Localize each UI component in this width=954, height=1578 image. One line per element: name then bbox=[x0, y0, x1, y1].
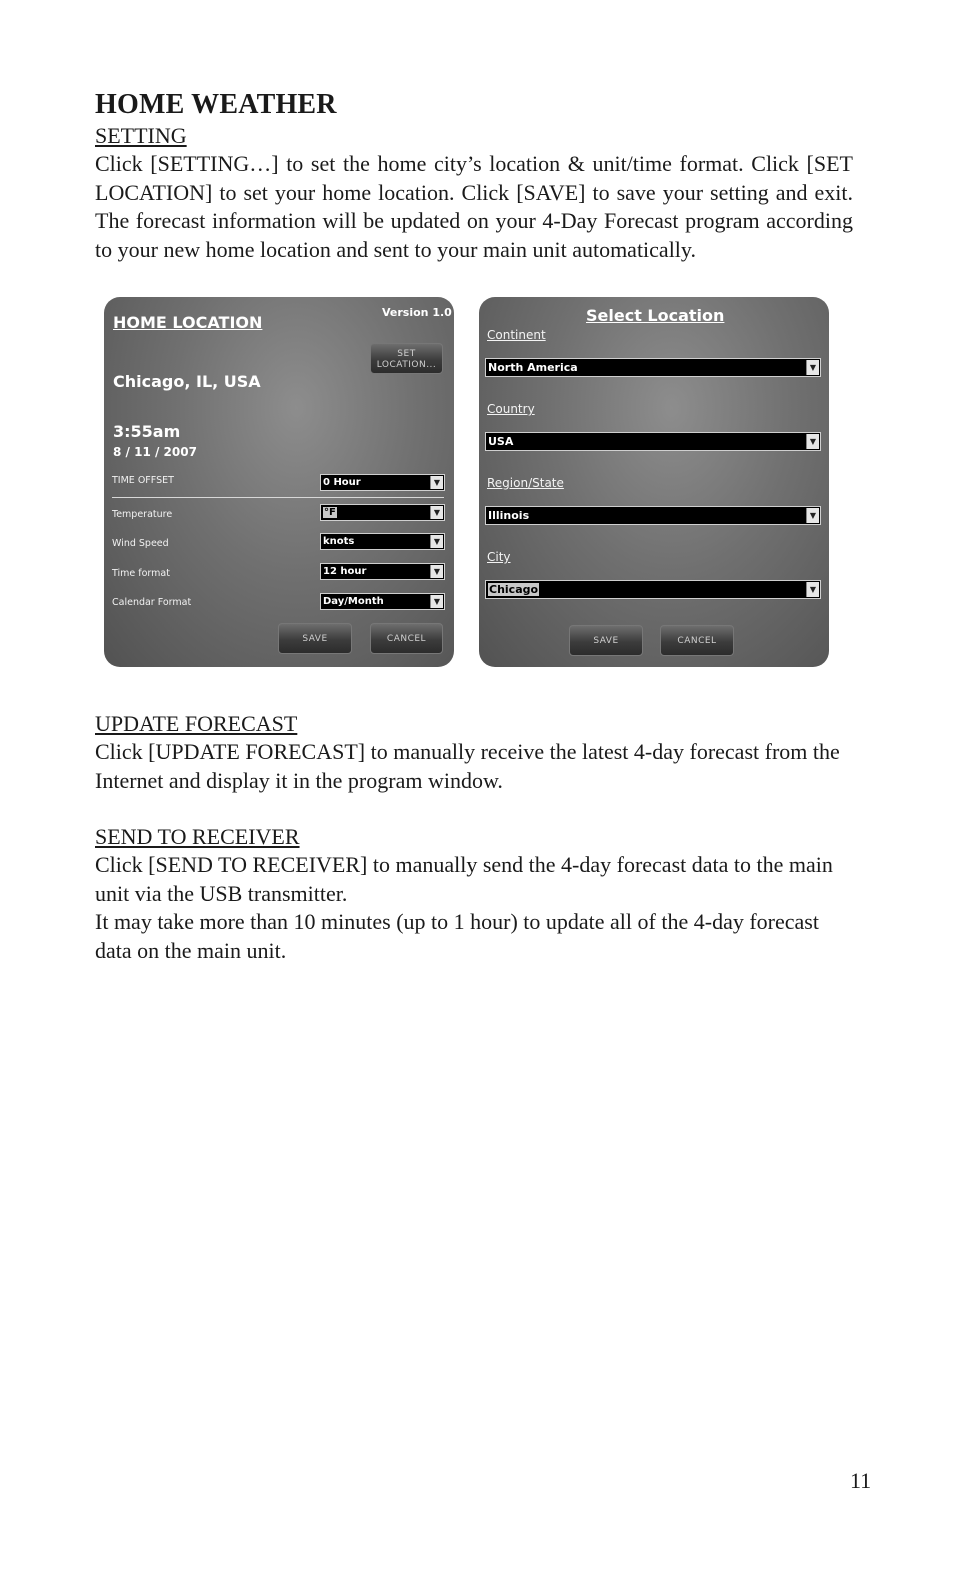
temperature-value: °F bbox=[324, 507, 336, 518]
calendar-format-value: Day/Month bbox=[323, 596, 384, 607]
screenshots bbox=[104, 297, 828, 669]
country-value: USA bbox=[488, 435, 514, 448]
chevron-down-icon[interactable]: ▼ bbox=[806, 434, 819, 449]
page-content bbox=[95, 88, 853, 264]
wind-speed-select[interactable] bbox=[320, 533, 445, 550]
home-time: 3:55am bbox=[113, 422, 181, 441]
cancel-button[interactable]: CANCEL bbox=[370, 623, 443, 654]
home-location-title: HOME LOCATION bbox=[113, 313, 263, 332]
continent-select[interactable] bbox=[485, 358, 821, 377]
city-select[interactable] bbox=[485, 580, 821, 599]
set-location-line2: LOCATION... bbox=[376, 360, 437, 370]
set-location-button[interactable] bbox=[370, 343, 443, 374]
setting-heading: SETTING bbox=[95, 123, 187, 148]
page-title: HOME WEATHER bbox=[95, 89, 337, 120]
save-button[interactable]: SAVE bbox=[278, 623, 352, 654]
lower-content bbox=[95, 710, 853, 965]
time-offset-select[interactable] bbox=[320, 474, 445, 491]
time-offset-value: 0 Hour bbox=[323, 477, 361, 488]
divider bbox=[112, 497, 444, 498]
save-button[interactable]: SAVE bbox=[569, 625, 643, 656]
chevron-down-icon[interactable]: ▼ bbox=[430, 535, 443, 548]
page-number: 11 bbox=[850, 1468, 872, 1493]
region-value: Illinois bbox=[488, 509, 530, 522]
send-to-receiver-paragraph-1: Click [SEND TO RECEIVER] to manually send the 4-day forecast data to the main unit via the USB transmitter. bbox=[95, 852, 833, 906]
chevron-down-icon[interactable]: ▼ bbox=[430, 476, 443, 489]
temperature-label: Temperature bbox=[112, 509, 173, 520]
time-format-value: 12 hour bbox=[323, 566, 367, 577]
continent-value: North America bbox=[488, 361, 578, 374]
update-forecast-paragraph: Click [UPDATE FORECAST] to manually receive the latest 4-day forecast from the Internet and display it in the program window. bbox=[95, 739, 840, 793]
send-to-receiver-heading: SEND TO RECEIVER bbox=[95, 824, 300, 849]
chevron-down-icon[interactable]: ▼ bbox=[430, 506, 443, 519]
temperature-select[interactable] bbox=[320, 504, 445, 521]
calendar-format-label: Calendar Format bbox=[112, 597, 192, 608]
chevron-down-icon[interactable]: ▼ bbox=[806, 360, 819, 375]
update-forecast-heading: UPDATE FORECAST bbox=[95, 711, 298, 736]
country-select[interactable] bbox=[485, 432, 821, 451]
time-format-select[interactable] bbox=[320, 563, 445, 580]
set-location-line1: SET bbox=[397, 349, 416, 359]
send-to-receiver-paragraph-2: It may take more than 10 minutes (up to 1 hour) to update all of the 4-day forecast data on the main unit. bbox=[95, 909, 819, 963]
calendar-format-select[interactable] bbox=[320, 593, 445, 610]
region-label: Region/State bbox=[487, 476, 564, 490]
country-label: Country bbox=[487, 402, 535, 416]
setting-paragraph: Click [SETTING…] to set the home city’s location & unit/time format. Click [SET LOCATION] to set your home location. Click [SAVE] to save your setting and exit. The forecast information will be updated on your 4-Day Forecast program according to your new home location and sent to your main unit automatically. bbox=[95, 151, 853, 262]
chevron-down-icon[interactable]: ▼ bbox=[806, 582, 819, 597]
spacer bbox=[95, 795, 853, 823]
city-value: Chicago bbox=[489, 583, 539, 596]
continent-label: Continent bbox=[487, 328, 546, 342]
home-location-panel bbox=[104, 297, 454, 667]
time-format-label: Time format bbox=[112, 568, 170, 579]
cancel-button[interactable]: CANCEL bbox=[660, 625, 734, 656]
city-label: City bbox=[487, 550, 511, 564]
chevron-down-icon[interactable]: ▼ bbox=[430, 565, 443, 578]
select-location-title: Select Location bbox=[586, 306, 725, 325]
time-offset-label: TIME OFFSET bbox=[112, 475, 174, 486]
select-location-panel bbox=[479, 297, 829, 667]
chevron-down-icon[interactable]: ▼ bbox=[806, 508, 819, 523]
region-select[interactable] bbox=[485, 506, 821, 525]
wind-speed-label: Wind Speed bbox=[112, 538, 169, 549]
home-date: 8 / 11 / 2007 bbox=[113, 445, 197, 459]
wind-speed-value: knots bbox=[323, 536, 355, 547]
version-label: Version 1.0 bbox=[382, 306, 452, 319]
chevron-down-icon[interactable]: ▼ bbox=[430, 595, 443, 608]
home-city: Chicago, IL, USA bbox=[113, 372, 261, 391]
